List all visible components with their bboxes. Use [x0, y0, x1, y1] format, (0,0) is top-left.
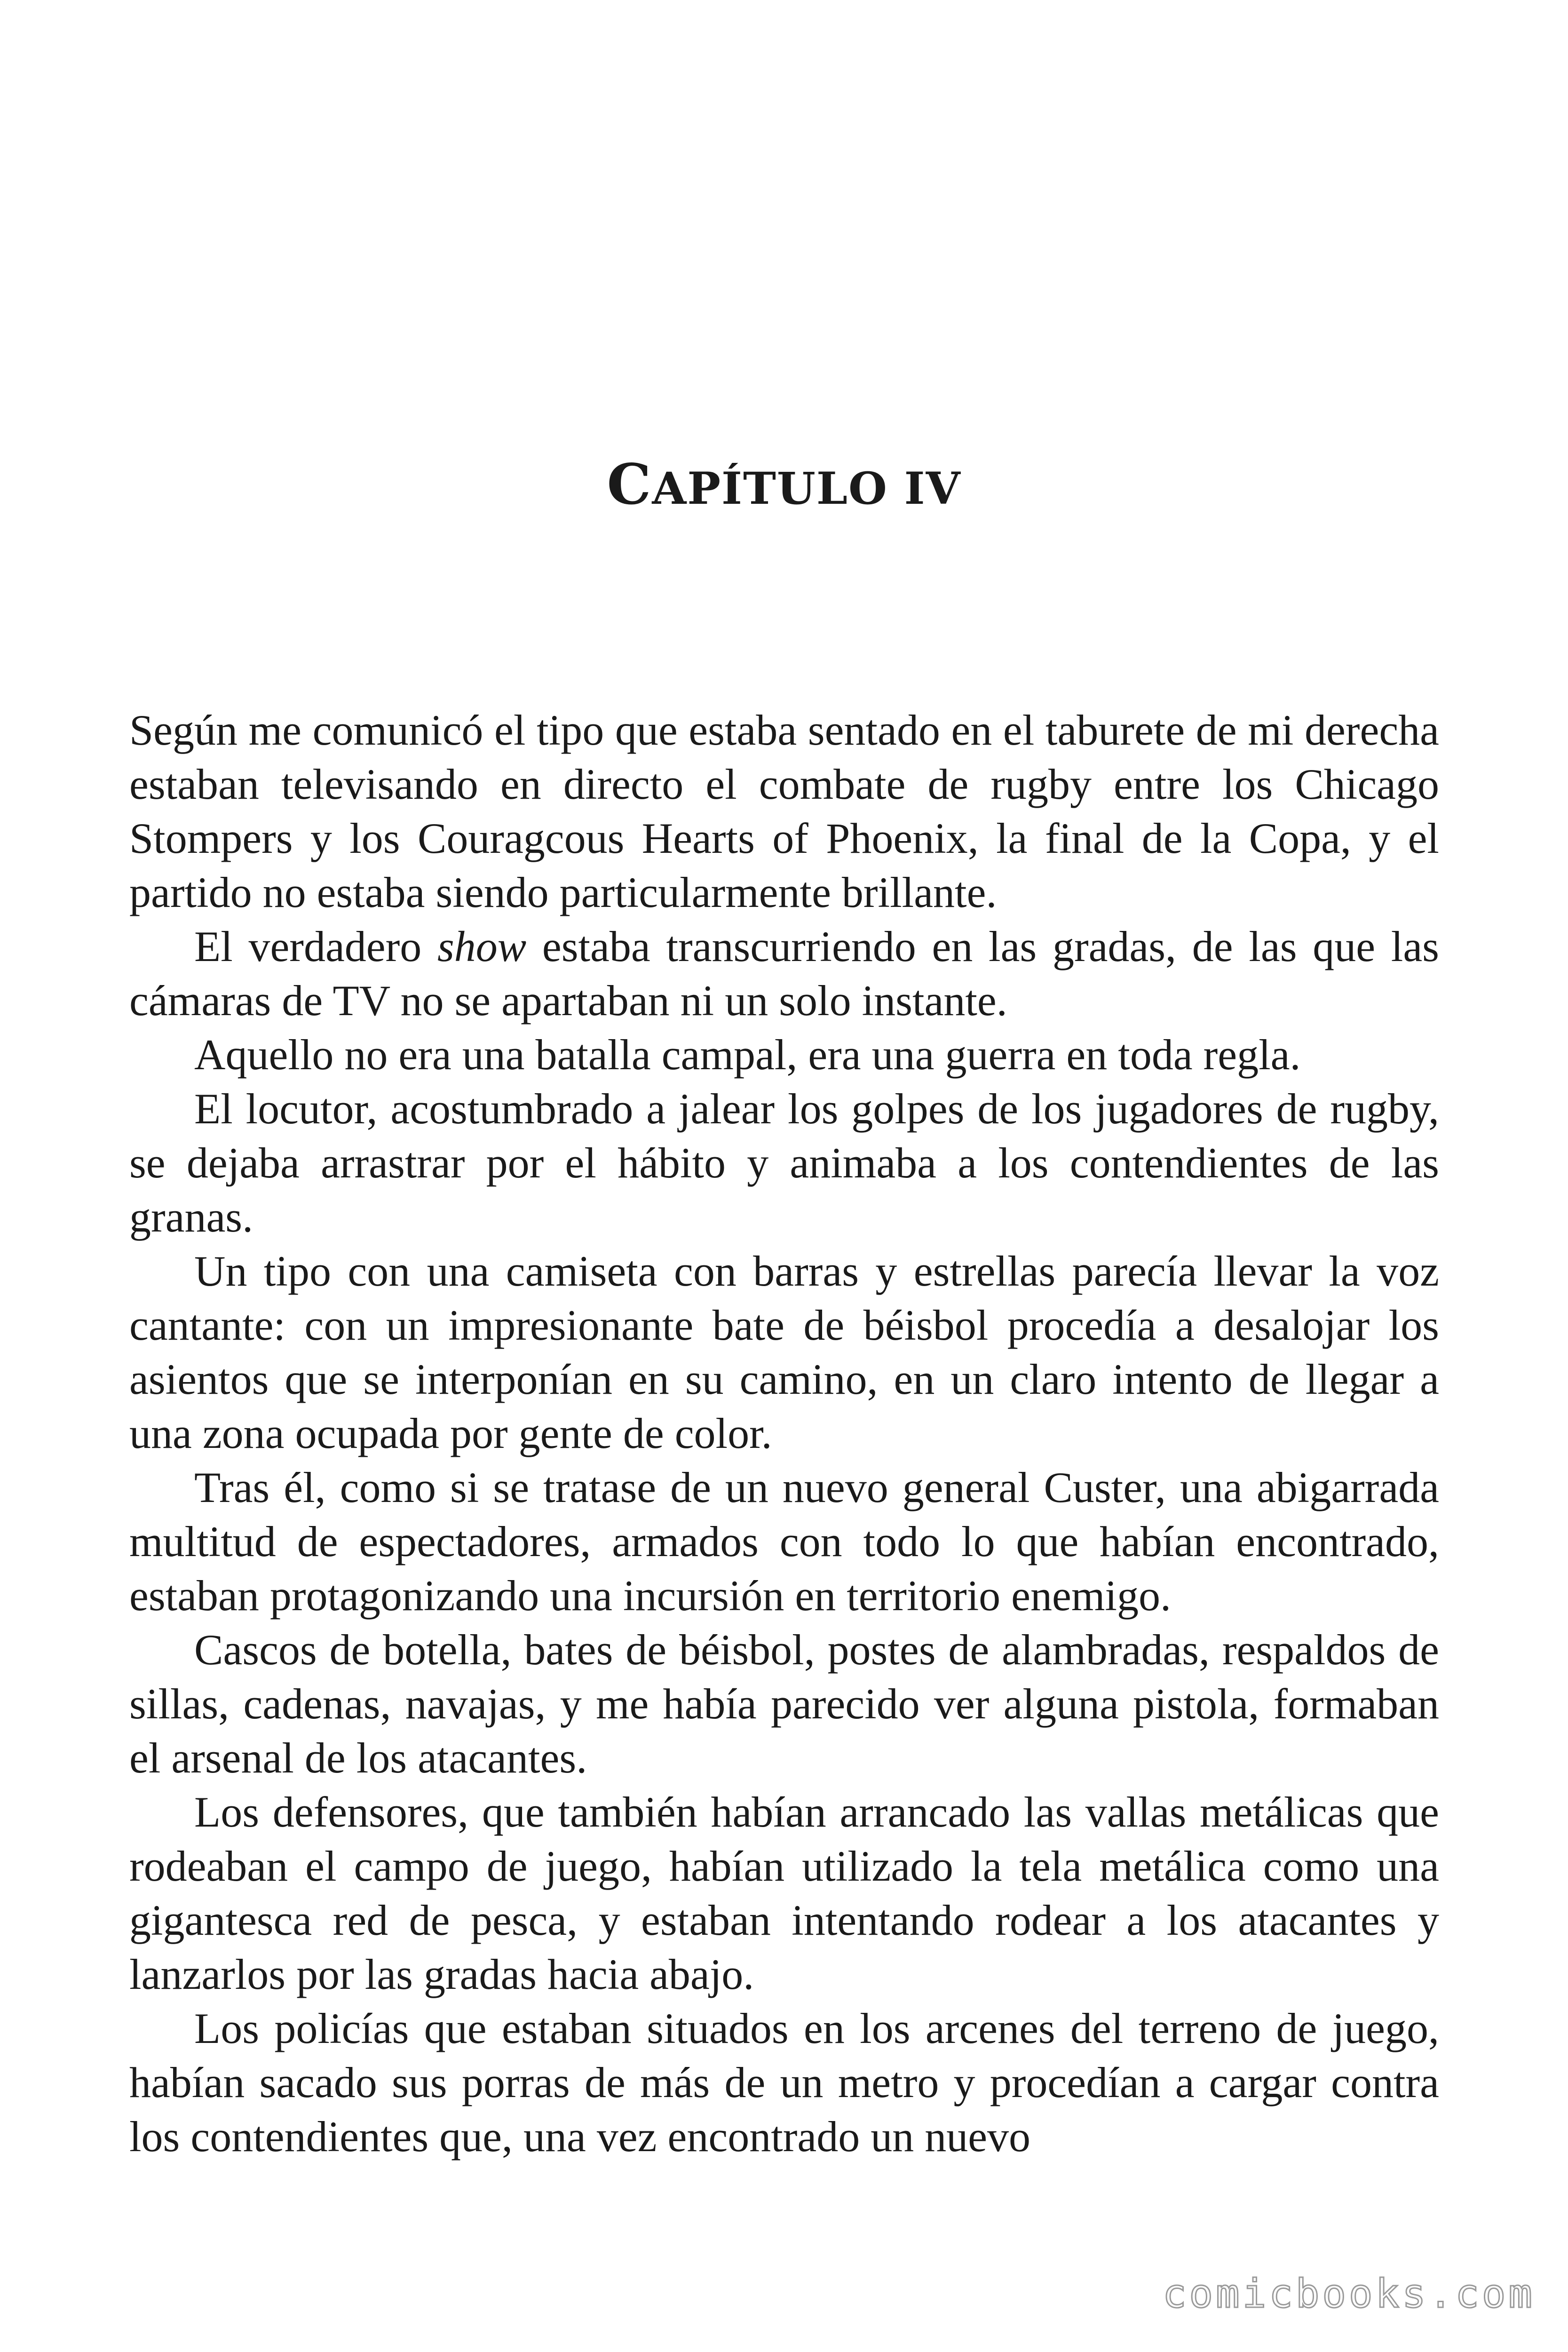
paragraph — [129, 1623, 1439, 1785]
paragraph — [129, 703, 1439, 920]
paragraph — [129, 1461, 1439, 1623]
chapter-body — [129, 703, 1439, 2164]
paragraph-text: Los defensores, que también habían arrancado las vallas metálicas que rodeaban el campo de juego, habían utilizado la tela metálica como una gigantesca red de pesca, y estaban intentando rodear a los atacantes y lanzarlos por las gradas hacia abajo. — [129, 1788, 1439, 1998]
watermark-text: comicbooks.com — [1162, 2271, 1535, 2317]
paragraph — [129, 1028, 1439, 1082]
paragraph-text: Según me comunicó el tipo que estaba sentado en el taburete de mi derecha estaban televisando en directo el combate de rugby entre los Chicago Stompers y los Couragcous Hearts of Phoenix, la final de la Copa, y el partido no estaba siendo particularmente brillante. — [129, 706, 1439, 916]
paragraph — [129, 920, 1439, 1028]
paragraph — [129, 2002, 1439, 2164]
paragraph-text: Los policías que estaban situados en los arcenes del terreno de juego, habían sacado sus porras de más de un metro y procedían a cargar contra los contendientes que, una vez encontrado un nuevo — [129, 2004, 1439, 2161]
paragraph-text: Un tipo con una camiseta con barras y estrellas parecía llevar la voz cantante: con un impresionante bate de béisbol procedía a desalojar los asientos que se interponían en su camino, en un claro intento de llegar a una zona ocupada por gente de color. — [129, 1247, 1439, 1457]
paragraph-text: Tras él, como si se tratase de un nuevo general Custer, una abigarrada multitud de espectadores, armados con todo lo que habían encontrado, estaban protagonizando una incursión en territorio enemigo. — [129, 1463, 1439, 1620]
paragraph — [129, 1244, 1439, 1461]
paragraph-text: El verdadero — [194, 922, 437, 970]
chapter-title — [0, 452, 1568, 517]
paragraph-text: Cascos de botella, bates de béisbol, postes de alambradas, respaldos de sillas, cadenas, navajas, y me había parecido ver alguna pistola, formaban el arsenal de los atacantes. — [129, 1626, 1439, 1782]
paragraph — [129, 1082, 1439, 1244]
paragraph-text: El locutor, acostumbrado a jalear los golpes de los jugadores de rugby, se dejaba arrastrar por el hábito y animaba a los contendientes de las granas. — [129, 1085, 1439, 1241]
paragraph — [129, 1785, 1439, 2002]
chapter-title-rest: APÍTULO IV — [652, 463, 961, 515]
chapter-title-initial: C — [607, 452, 652, 517]
paragraph-text: Aquello no era una batalla campal, era una guerra en toda regla. — [194, 1031, 1301, 1079]
paragraph-text: estaba transcurriendo en las gradas, de las que las cámaras de TV no se apartaban ni un solo instante. — [129, 922, 1439, 1025]
paragraph-italic-text: show — [437, 922, 527, 970]
